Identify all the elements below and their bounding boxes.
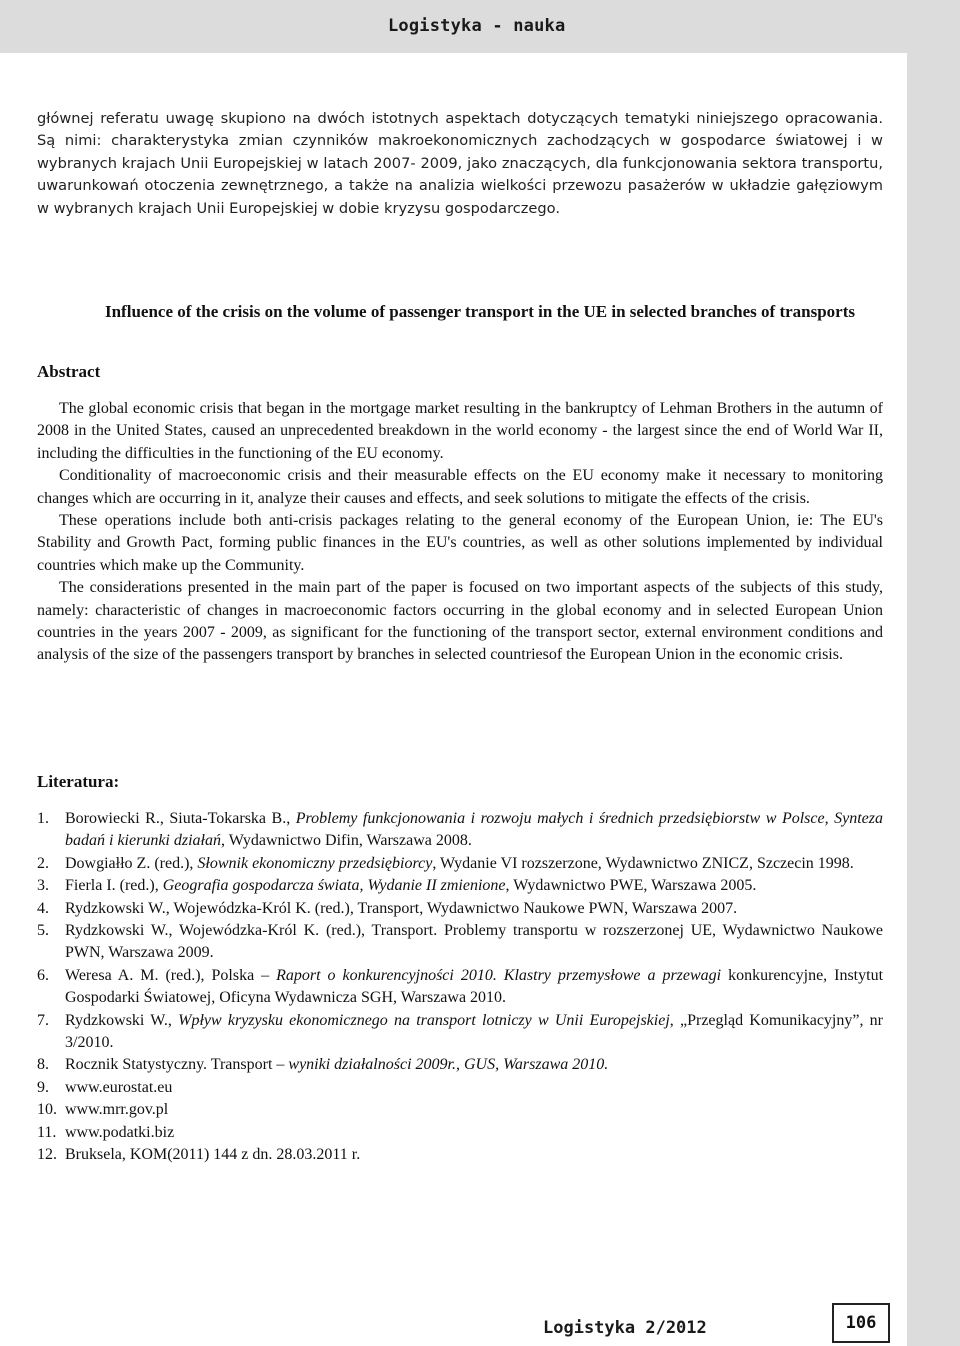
reference-item: 4. Rydzkowski W., Wojewódzka-Król K. (red.), Transport, Wydawnictwo Naukowe PWN, Warszawa 2007. xyxy=(37,899,738,917)
literature-heading: Literatura: xyxy=(37,772,120,791)
reference-item: 8. Rocznik Statystyczny. Transport – wyniki działalności 2009r., GUS, Warszawa 2010. xyxy=(37,1056,609,1074)
polish-paragraph: głównej referatu uwagę skupiono na dwóch istotnych aspektach dotyczących tematyki niniejszego opracowania. Są nimi: charakterystyka zmian czynników makroekonomicznych zachodzących w gospodarce światowej i w wybranych krajach Unii Europejskiej w latach 2007- 2009, jako znaczących, dla funkcjonowania sektora transportu, uwarunkowań otoczenia zewnętrznego, a także na analizia wielkości przewozu pasażerów w układzie gałęziowym w wybranych krajach Unii Europejskiej w dobie kryzysu gospodarczego. xyxy=(37,110,883,217)
reference-item: 7. Rydzkowski W., Wpływ kryzysku ekonomicznego na transport lotniczy w Unii Europejskiej, „Przegląd Komunikacyjny”, nr 3/2010. xyxy=(37,1011,884,1052)
header-bar xyxy=(0,0,960,53)
abstract-body xyxy=(37,398,883,667)
reference-item: 1. Borowiecki R., Siuta-Tokarska B., Problemy funkcjonowania i rozwoju małych i średnich przedsiębiorstw w Polsce, Synteza badań i kierunki działań, Wydawnictwo Difin, Warszawa 2008. xyxy=(37,810,883,850)
reference-item: 3. Fierla I. (red.), Geografia gospodarcza świata, Wydanie II zmienione, Wydawnictwo PWE, Warszawa 2005. xyxy=(37,877,757,895)
abstract-paragraph: Conditionality of macroeconomic crisis and their measurable effects on the EU economy make it necessary to monitoring changes which are occurring in it, analyze their causes and effects, and seek solutions to mitigate the effects of the crisis. xyxy=(37,467,883,507)
reference-item: 6. Weresa A. M. (red.), Polska – Raport o konkurencyjności 2010. Klastry przemysłowe a przewagi konkurencyjne, Instytut Gospodarki Światowej, Oficyna Wydawnicza SGH, Warszawa 2010. xyxy=(37,966,884,1007)
abstract-paragraph: The global economic crisis that began in the mortgage market resulting in the bankruptcy of Lehman Brothers in the autumn of 2008 in the United States, caused an unprecedented breakdown in the world economy - the largest since the end of World War II, including the difficulties in the functioning of the EU economy. xyxy=(37,400,883,462)
english-title: Influence of the crisis on the volume of passenger transport in the UE in selected branches of transports xyxy=(104,302,855,321)
reference-item: 5. Rydzkowski W., Wojewódzka-Król K. (red.), Transport. Problemy transportu w rozszerzonej UE, Wydawnictwo Naukowe PWN, Warszawa 2009. xyxy=(37,922,883,962)
abstract-paragraph: These operations include both anti-crisis packages relating to the general economy of the European Union, ie: The EU's Stability and Growth Pact, forming public finances in the EU's countries, as well as other solutions implemented by individual countries which make up the Community. xyxy=(37,512,883,574)
abstract-heading: Abstract xyxy=(37,362,101,381)
footer-journal-title: Logistyka 2/2012 xyxy=(543,1318,707,1338)
reference-list xyxy=(37,808,883,1167)
reference-item: 9. www.eurostat.eu xyxy=(37,1078,173,1096)
reference-item: 10. www.mrr.gov.pl xyxy=(37,1101,169,1119)
page-number: 106 xyxy=(845,1313,877,1333)
abstract-paragraph: The considerations presented in the main part of the paper is focused on two important aspects of the subjects of this study, namely: characteristic of changes in macroeconomic factors occurring in the global economy and in selected European Union countries in the years 2007 - 2009, as significant for the functioning of the transport sector, external environment conditions and analysis of the size of the passengers transport by branches in selected countriesof the European Union in the economic crisis. xyxy=(37,579,883,664)
right-margin-strip xyxy=(907,53,960,1346)
page-content xyxy=(37,108,884,1164)
reference-item: 2. Dowgiałło Z. (red.), Słownik ekonomiczny przedsiębiorcy, Wydanie VI rozszerzone, Wydawnictwo ZNICZ, Szczecin 1998. xyxy=(37,854,854,872)
page-number-box xyxy=(832,1303,890,1343)
reference-item: 12. Bruksela, KOM(2011) 144 z dn. 28.03.2011 r. xyxy=(37,1146,361,1164)
running-header-title: Logistyka - nauka xyxy=(388,16,566,36)
reference-item: 11. www.podatki.biz xyxy=(37,1123,175,1141)
